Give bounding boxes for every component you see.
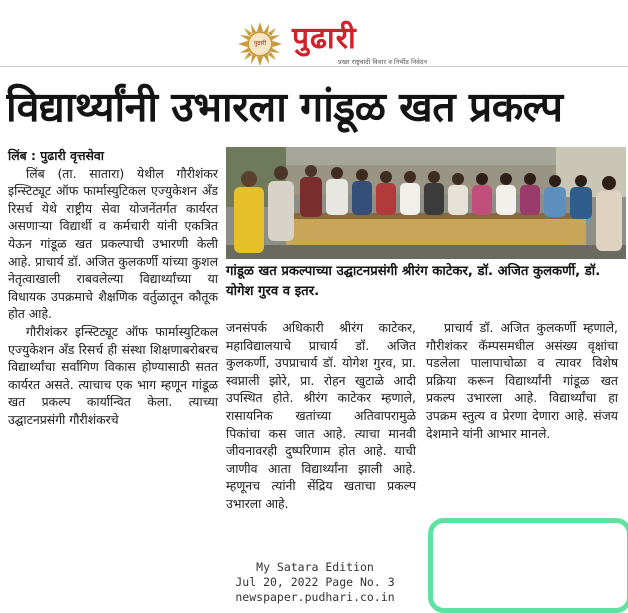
article-column-3 xyxy=(426,319,618,442)
masthead-divider xyxy=(0,66,628,67)
edition-name: My Satara Edition xyxy=(256,560,374,574)
paragraph-2: गौरीशंकर इन्स्टिट्यूट ऑफ फार्मास्युटिकल एज्युकेशन अँड रिसर्च ही संस्था शिक्षणाबरोबरच विद्यार्थ्यांचा सर्वांगिण विकास होण्यासाठी सतत कार्यरत असते. त्याचाच एक भाग म्हणून गांडूळ खत प्रकल्प कार्यान्वित केला. त्याच्या उद्घाटनप्रसंगी गौरीशंकरचे xyxy=(8,323,218,427)
edition-info xyxy=(232,560,398,605)
highlight-box xyxy=(428,518,628,613)
dateline: लिंब : पुढारी वृत्तसेवा xyxy=(8,148,105,163)
article-column-2 xyxy=(226,319,416,513)
seal-text: पुढारी xyxy=(247,31,273,57)
newspaper-logo: पुढारी xyxy=(292,21,357,56)
paragraph-1: लिंब (ता. सातारा) येथील गौरीशंकर इन्स्टिट्यूट ऑफ फार्मास्युटिकल एज्युकेशन अँड रिसर्च येथे राष्ट्रीय सेवा योजनेंतर्गत कार्यरत असणाऱ्या विद्यार्थी व कर्मचारी यांनी एकत्रित येऊन गांडूळ खत प्रकल्पाची उभारणी केली आहे. प्राचार्य डॉ. अजित कुलकर्णी यांच्या कुशल नेतृत्वाखाली राबवलेल्या विद्यार्थ्यांच्या या विधायक उपक्रमाचे शैक्षणिक वर्तुळातून कौतूक होत आहे. xyxy=(8,165,218,322)
article-column-1 xyxy=(8,147,218,429)
masthead xyxy=(0,8,628,66)
edition-date-page: Jul 20, 2022 Page No. 3 xyxy=(235,575,395,589)
photo-caption: गांडूळ खत प्रकल्पाच्या उद्घाटनप्रसंगी श्रीरंग काटेकर, डॉ. अजित कुलकर्णी, डॉ. योगेश गुरव व इतर. xyxy=(226,264,601,299)
headline: विद्यार्थ्यांनी उभारला गांडूळ खत प्रकल्प xyxy=(6,83,563,131)
paragraph-3: जनसंपर्क अधिकारी श्रीरंग काटेकर, महाविद्यालयाचे प्राचार्य डॉ. अजित कुलकर्णी, उपप्राचार्य डॉ. योगेश गुरव, प्रा. स्वप्नाली झोरे, प्रा. रोहन खुटाळे आदी उपस्थित होते. श्रीरंग काटेकर म्हणाले, रासायनिक खतांच्या अतिवापरामुळे पिकांचा कस जात आहे. त्याचा मानवी जीवनावरही दुष्परिणाम होत आहे. याची जाणीव आता विद्यार्थ्यांना झाली आहे. म्हणूनच त्यांनी सेंद्रिय खताचा प्रकल्प उभारला आहे. xyxy=(226,320,416,511)
edition-url: newspaper.pudhari.co.in xyxy=(235,590,395,604)
sun-seal-logo-icon xyxy=(238,22,282,66)
paragraph-4: प्राचार्य डॉ. अजित कुलकर्णी म्हणाले, गौरीशंकर कॅम्पसमधील असंख्य वृक्षांचा पडलेला पालापाचोळा व त्यावर विशेष प्रक्रिया करून विद्यार्थ्यांनी गांडूळ खत प्रकल्प उभारला आहे. विद्यार्थ्यांचा हा उपक्रम स्तुत्य व प्रेरणा देणारा आहे. संजय देशमाने यांनी आभार मानले. xyxy=(426,320,618,441)
news-photo xyxy=(226,147,626,259)
tagline: प्रखर राष्ट्रवादी विचार व निर्भीड निवेदन xyxy=(338,58,427,66)
